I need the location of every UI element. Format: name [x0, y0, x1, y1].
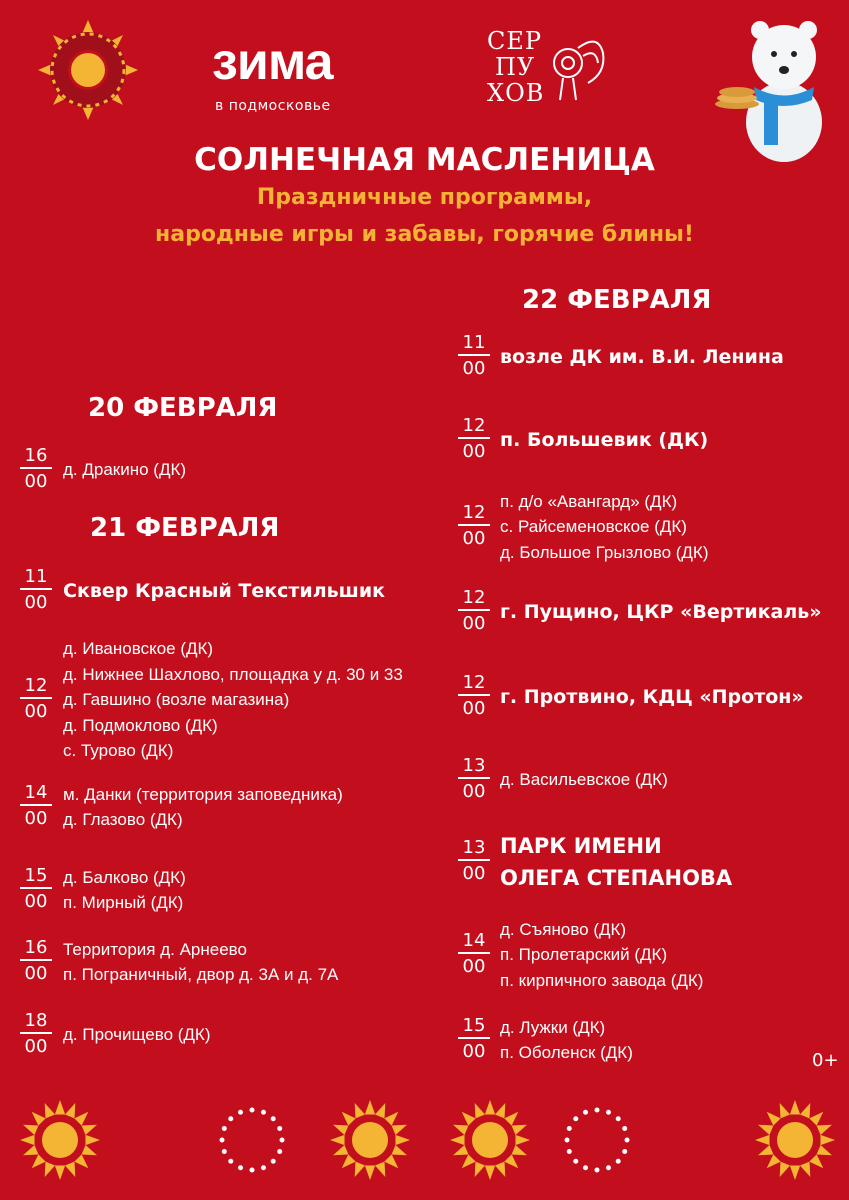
time-hour: 12 — [458, 416, 490, 439]
event-time — [20, 866, 52, 912]
serpukhov-logo-line: СЕР — [487, 27, 543, 55]
polar-bear-mascot — [712, 12, 837, 162]
event-time — [20, 938, 52, 984]
time-hour: 12 — [458, 503, 490, 526]
location-line: д. Лужки (ДК) — [500, 1017, 606, 1037]
peacock-emblem-icon — [548, 28, 608, 103]
location-line: п. Большевик (ДК) — [500, 428, 709, 451]
location-line: Территория д. Арнеево — [63, 939, 247, 959]
event-locations — [63, 457, 186, 483]
location-line: д. Гавшино (возле магазина) — [63, 690, 290, 710]
time-minutes: 00 — [24, 471, 48, 492]
event-locations — [63, 636, 403, 764]
time-minutes: 00 — [24, 1036, 48, 1057]
time-hour: 11 — [20, 567, 52, 590]
event-locations — [500, 427, 708, 454]
time-minutes: 00 — [462, 863, 486, 884]
event-locations — [500, 489, 709, 566]
event-locations — [63, 782, 343, 833]
age-rating: 0+ — [812, 1050, 839, 1071]
sun-ornament-icon — [448, 1098, 532, 1186]
event-time — [20, 446, 52, 492]
event-time — [458, 756, 490, 802]
event-time — [20, 567, 52, 613]
zima-logo: зима — [212, 33, 333, 91]
time-minutes: 00 — [24, 701, 48, 722]
location-line: п. Пролетарский (ДК) — [500, 945, 668, 965]
location-line: ОЛЕГА СТЕПАНОВА — [500, 866, 733, 890]
sun-ornament-icon — [18, 1098, 102, 1186]
location-line: д. Ивановское (ДК) — [63, 639, 214, 659]
event-time — [458, 931, 490, 977]
time-hour: 14 — [20, 783, 52, 806]
time-minutes: 00 — [462, 1041, 486, 1062]
time-minutes: 00 — [462, 528, 486, 549]
location-line: п. д/о «Авангард» (ДК) — [500, 491, 678, 511]
time-minutes: 00 — [462, 698, 486, 719]
event-time — [20, 1011, 52, 1057]
event-time — [458, 838, 490, 884]
time-hour: 16 — [20, 446, 52, 469]
event-time — [458, 588, 490, 634]
day-heading-feb21: 21 ФЕВРАЛЯ — [90, 513, 280, 543]
event-locations — [500, 917, 703, 994]
subtitle-line-2: народные игры и забавы, горячие блины! — [155, 222, 694, 247]
time-minutes: 00 — [462, 441, 486, 462]
event-time — [458, 503, 490, 549]
location-line: ПАРК ИМЕНИ — [500, 834, 662, 858]
location-line: с. Турово (ДК) — [63, 741, 174, 761]
location-line: возле ДК им. В.И. Ленина — [500, 345, 784, 368]
location-line: д. Съяново (ДК) — [500, 919, 627, 939]
day-heading-feb22: 22 ФЕВРАЛЯ — [522, 285, 712, 315]
event-time — [458, 416, 490, 462]
event-locations — [500, 599, 822, 626]
location-line: д. Дракино (ДК) — [63, 460, 187, 480]
time-hour: 16 — [20, 938, 52, 961]
time-hour: 14 — [458, 931, 490, 954]
location-line: д. Большое Грызлово (ДК) — [500, 542, 709, 562]
time-minutes: 00 — [24, 891, 48, 912]
time-hour: 13 — [458, 756, 490, 779]
event-time — [458, 333, 490, 379]
day-heading-feb20: 20 ФЕВРАЛЯ — [88, 393, 278, 423]
event-locations — [63, 1022, 210, 1048]
subtitle-line-1: Праздничные программы, — [256, 185, 593, 210]
event-locations — [500, 684, 804, 711]
serpukhov-logo-line: ПУ — [495, 53, 536, 81]
location-line: г. Пущино, ЦКР «Вертикаль» — [500, 600, 822, 623]
time-minutes: 00 — [462, 613, 486, 634]
serpukhov-logo — [487, 28, 544, 106]
time-minutes: 00 — [24, 808, 48, 829]
event-time — [458, 1016, 490, 1062]
location-line: п. Оболенск (ДК) — [500, 1043, 633, 1062]
page-title: СОЛНЕЧНАЯ МАСЛЕНИЦА — [194, 142, 655, 178]
location-line: д. Нижнее Шахлово, площадка у д. 30 и 33 — [63, 664, 403, 684]
dot-circle-ornament-icon — [210, 1098, 294, 1186]
time-hour: 11 — [458, 333, 490, 356]
event-locations — [500, 767, 668, 793]
sun-ornament-icon — [328, 1098, 412, 1186]
time-hour: 13 — [458, 838, 490, 861]
event-locations — [500, 344, 784, 371]
event-locations — [63, 578, 385, 605]
location-line: д. Подмоклово (ДК) — [63, 715, 218, 735]
location-line: г. Протвино, КДЦ «Протон» — [500, 685, 804, 708]
location-line: п. Мирный (ДК) — [63, 893, 184, 912]
location-line: д. Прочищево (ДК) — [63, 1025, 211, 1045]
location-line: д. Васильевское (ДК) — [500, 770, 668, 790]
time-hour: 15 — [20, 866, 52, 889]
serpukhov-logo-line: ХОВ — [487, 79, 545, 107]
event-locations — [63, 865, 186, 916]
location-line: п. Пограничный, двор д. 3А и д. 7А — [63, 965, 339, 984]
sun-ornament-icon — [753, 1098, 837, 1186]
time-hour: 12 — [458, 673, 490, 696]
time-minutes: 00 — [462, 781, 486, 802]
event-locations — [63, 937, 338, 988]
time-hour: 18 — [20, 1011, 52, 1034]
zima-logo-subtitle: в подмосковье — [215, 98, 331, 114]
time-hour: 12 — [458, 588, 490, 611]
location-line: Сквер Красный Текстильшик — [63, 579, 386, 602]
location-line: п. кирпичного завода (ДК) — [500, 970, 704, 990]
sun-emblem-logo — [38, 20, 138, 120]
location-line: с. Райсеменовское (ДК) — [500, 517, 687, 537]
location-line: д. Балково (ДК) — [63, 867, 186, 887]
time-hour: 12 — [20, 676, 52, 699]
time-minutes: 00 — [24, 592, 48, 613]
location-line: д. Глазово (ДК) — [63, 810, 183, 829]
dot-circle-ornament-icon — [555, 1098, 639, 1186]
time-hour: 15 — [458, 1016, 490, 1039]
event-time — [20, 676, 52, 722]
time-minutes: 00 — [24, 963, 48, 984]
time-minutes: 00 — [462, 956, 486, 977]
event-locations — [500, 830, 732, 894]
event-time — [458, 673, 490, 719]
event-locations — [500, 1015, 633, 1066]
event-time — [20, 783, 52, 829]
time-minutes: 00 — [462, 358, 486, 379]
location-line: м. Данки (территория заповедника) — [63, 784, 343, 804]
